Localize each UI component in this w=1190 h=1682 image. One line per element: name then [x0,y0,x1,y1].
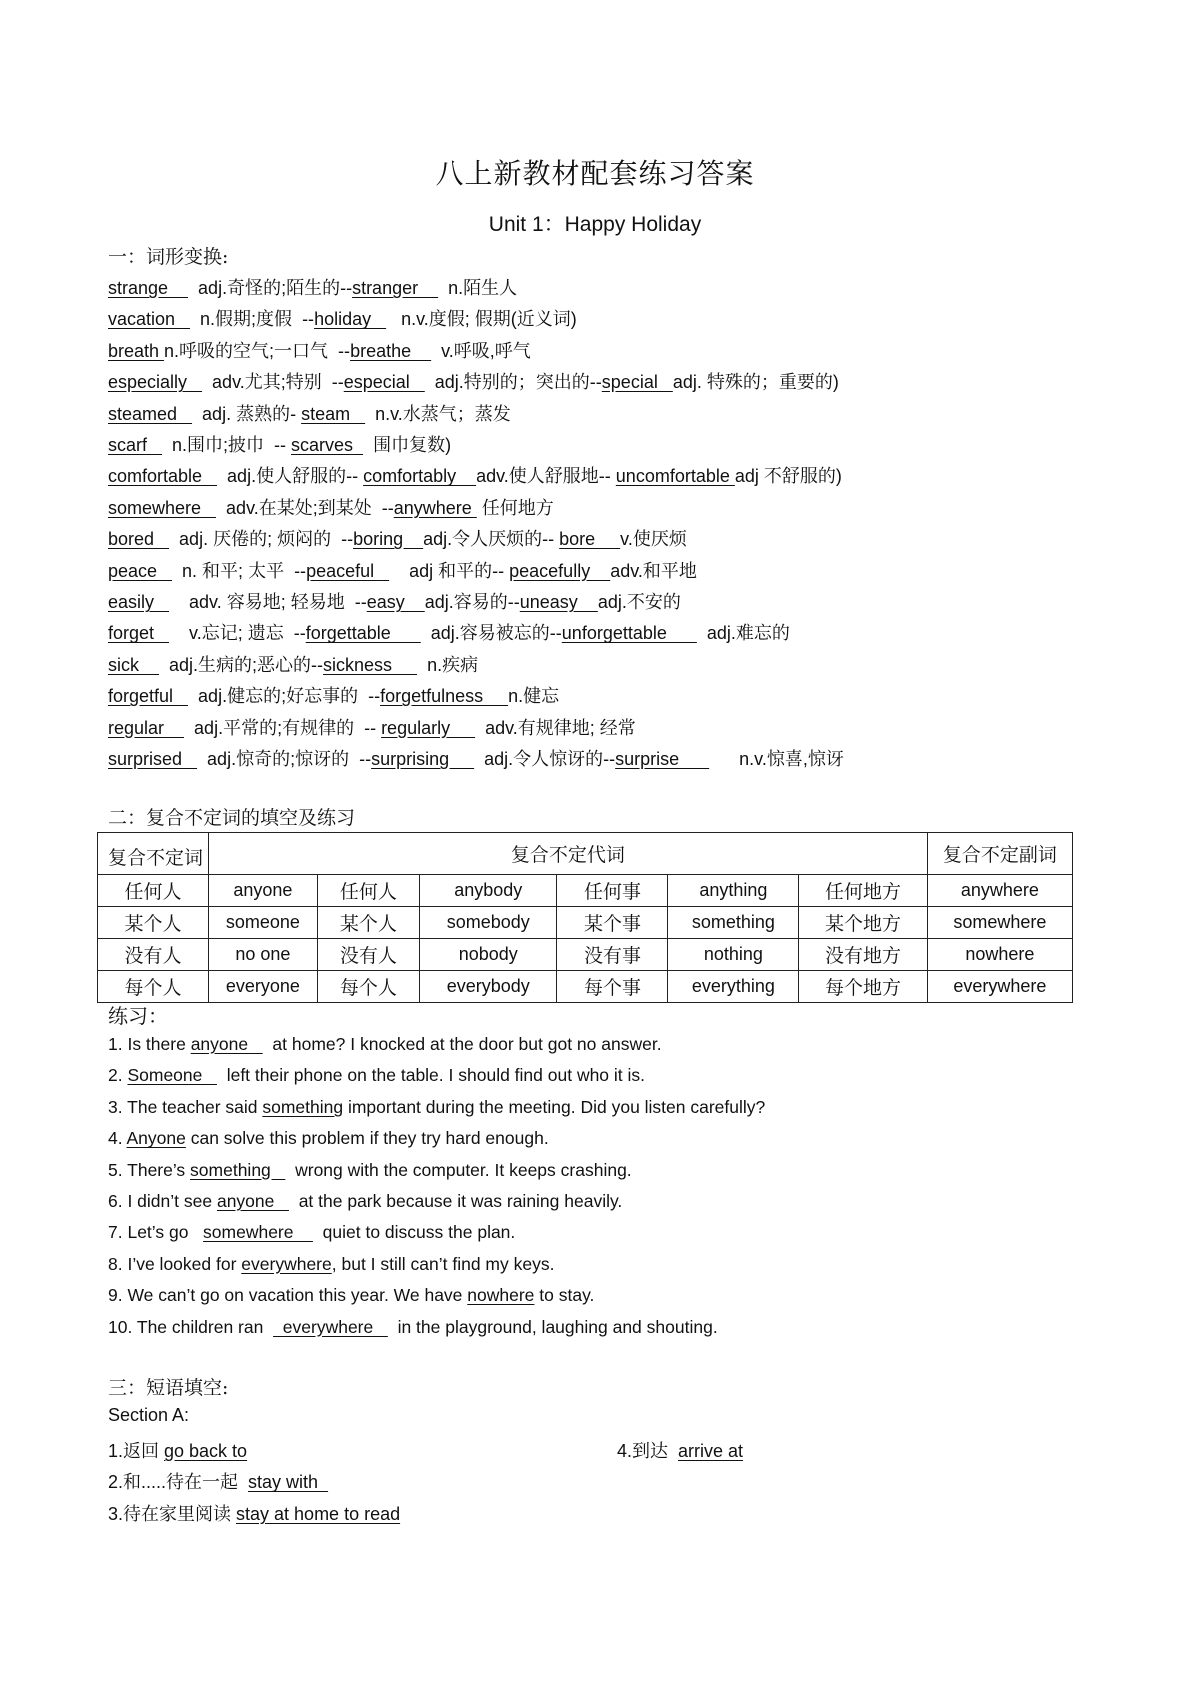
line-text: 2.和.....待在一起 [108,1472,249,1493]
line-text: can solve this problem if they try hard enough. [185,1128,549,1149]
line-text: to stay. [534,1285,595,1306]
line-text: adj.令人厌烦的-- [423,529,560,550]
line-text: adj.生病的;恶心的-- [159,654,324,675]
line-text: wrong with the computer. It keeps crashing. [285,1159,632,1180]
line-text: adj.难忘的 [696,623,790,644]
section-2-heading: 二：复合不定词的填空及练习 [108,807,356,829]
line-text: in the playground, laughing and shouting. [387,1316,718,1337]
table-cell: 任何事 [557,875,668,907]
answer-blank: strange [108,278,189,298]
text-line [108,651,478,677]
text-line [108,368,839,394]
page-title: 八上新教材配套练习答案 [435,157,755,190]
line-text: adj 和平的-- [389,560,510,581]
line-text: 2. [108,1065,128,1086]
table-cell: 每个地方 [799,971,928,1003]
table-cell: anything [668,875,799,907]
table-cell: everywhere [927,971,1072,1003]
text-line [108,462,842,488]
answer-blank: comfortable [108,466,218,487]
text-line [108,494,554,520]
table-row-head: 复合不定词 [98,833,209,875]
practice-heading: 练习： [108,1004,168,1028]
table-cell: someone [209,907,318,939]
answer-blank: regularly [381,717,476,738]
line-text: n.v.度假; 假期(近义词) [386,309,577,330]
text-line [108,1468,328,1494]
line-text: 3.待在家里阅读 [108,1503,237,1524]
section-3-heading: 三：短语填空: [108,1377,229,1399]
answer-blank: comfortably [363,466,477,487]
table-body [98,875,1073,1003]
answer-blank: surprise [615,749,710,769]
text-line [108,400,511,426]
table-cell: 某个地方 [799,907,928,939]
line-text: n.疾病 [417,654,479,675]
line-text: important during the meeting. Did you listen carefully? [343,1096,766,1117]
text-line [108,1065,645,1086]
line-text: adj.使人舒服的-- [217,466,364,487]
answer-blank: stay with [248,1472,329,1493]
line-text: adj.特别的；突出的-- [424,372,602,393]
table-cell: nothing [668,939,799,971]
line-text: adv.和平地 [610,560,697,581]
line-text: n.v.惊喜,惊讶 [709,749,844,769]
table-cell: 某个人 [317,907,419,939]
table-cell: 没有人 [98,939,209,971]
text-line [108,619,790,645]
line-text: adj 不舒服的) [734,466,842,487]
table-cell: 任何人 [98,875,209,907]
group-header-pronoun: 复合不定代词 [209,833,928,875]
text-line [108,1500,400,1526]
table-cell: somebody [420,907,557,939]
line-text: adv. 容易地; 轻易地 -- [169,592,367,612]
line-text: n.陌生人 [438,278,518,298]
answer-blank: go back to [164,1441,248,1461]
line-text: at the park because it was raining heavily. [288,1191,623,1211]
answer-blank: stranger [352,278,439,298]
line-text: adj.平常的;有规律的 -- [184,717,382,738]
answer-blank: anywhere [393,497,477,518]
table-row [98,939,1073,971]
text-line [108,274,517,300]
text-line [108,337,531,363]
line-text: , but I still can’t find my keys. [331,1253,555,1274]
text-line [108,1097,765,1118]
answer-blank: Someone [127,1065,217,1086]
line-text: 3. The teacher said [108,1096,263,1117]
text-line [108,1191,622,1212]
line-text: adj. 蒸熟的- [192,403,302,424]
text-line [108,1160,632,1181]
line-text: quiet to discuss the plan. [312,1222,516,1243]
text-line [108,1222,515,1243]
text-line [108,1254,554,1275]
table-cell: everybody [420,971,557,1003]
line-text: 任何地方 [476,497,554,518]
line-text: adj. 厌倦的; 烦闷的 -- [169,529,354,550]
answer-blank: surprising [371,749,475,769]
text-line [108,431,451,457]
text-line [108,305,577,331]
answer-blank: uneasy [519,592,598,612]
table-cell: nobody [420,939,557,971]
answer-blank: somewhere [108,497,217,518]
answer-blank: breathe [350,340,432,361]
answer-blank: steamed [108,403,193,424]
line-text: adj.不安的 [597,592,681,612]
table-cell: no one [209,939,318,971]
line-text: left their phone on the table. I should find out who it is. [216,1065,646,1086]
answer-blank: bore [559,529,621,550]
line-text: at home? I knocked at the door but got no answer. [262,1034,662,1054]
answer-blank: especially [108,372,203,393]
line-text: adj.令人惊讶的-- [474,749,616,769]
section-1-heading: 一：词形变换: [108,246,229,268]
answer-blank: anyone [190,1034,263,1054]
answer-blank: unforgettable [561,623,697,644]
line-text: adv.有规律地; 经常 [475,717,636,738]
answer-blank: forgettable [305,623,421,644]
line-text: 4. [108,1128,127,1149]
line-text: 5. There’s [108,1159,191,1180]
answer-blank: peacefully [509,560,611,581]
table-cell: 某个人 [98,907,209,939]
line-text: 6. I didn’t see [108,1191,217,1211]
table-cell: 每个人 [98,971,209,1003]
answer-blank: uncomfortable [615,466,735,487]
table-cell: 任何地方 [799,875,928,907]
line-text: n.健忘 [508,686,560,707]
table-cell: 每个人 [317,971,419,1003]
line-text: 1. Is there [108,1034,191,1054]
line-text: n. 和平; 太平 -- [172,560,307,581]
line-text: n.呼吸的空气;一口气 -- [164,340,351,361]
answer-blank: scarf [108,435,163,455]
answer-blank: holiday [314,309,387,330]
answer-blank: anyone [216,1191,289,1211]
indefinite-words-table [97,832,1073,1003]
group-header-adverb: 复合不定副词 [927,833,1072,875]
table-cell: 某个事 [557,907,668,939]
answer-blank: nowhere [467,1285,535,1306]
line-text: 7. Let’s go [108,1222,204,1243]
line-text: v.呼吸,呼气 [431,340,531,361]
answer-blank: forgetful [108,686,189,707]
line-text: 围巾复数) [363,435,452,455]
answer-blank: sickness [323,654,418,675]
text-line [108,1034,662,1055]
answer-blank: vacation [108,309,191,330]
unit-subtitle: Unit 1：Happy Holiday [488,213,702,236]
answer-blank: everywhere [241,1253,332,1274]
text-line [108,557,697,583]
answer-blank: somewhere [203,1222,313,1243]
table-cell: anyone [209,875,318,907]
table-cell: 没有地方 [799,939,928,971]
answer-blank: everywhere [273,1316,388,1337]
table-row [98,971,1073,1003]
table-cell: anywhere [927,875,1072,907]
answer-blank: peaceful [306,560,390,581]
text-line [108,1128,549,1149]
table-cell: 任何人 [317,875,419,907]
table-cell: 没有人 [317,939,419,971]
line-text: v.使厌烦 [620,529,687,550]
line-text: 1.返回 [108,1441,165,1461]
answer-blank: special [601,372,673,393]
answer-blank: easily [108,592,170,612]
answer-blank: peace [108,560,173,581]
answer-blank: sick [108,654,160,675]
table-row [98,875,1073,907]
line-text: adv.在某处;到某处 -- [216,497,394,518]
line-text: adv.尤其;特别 -- [202,372,344,393]
answer-blank: something [262,1096,344,1117]
table-cell: somewhere [927,907,1072,939]
answer-blank: steam [301,403,366,424]
table-cell: everyone [209,971,318,1003]
line-text: 4.到达 [617,1441,679,1461]
table-row [98,907,1073,939]
line-text: adj.惊奇的;惊讶的 -- [197,749,372,769]
table-cell: everything [668,971,799,1003]
answer-blank: Anyone [126,1128,186,1149]
answer-blank: scarves [291,435,364,455]
table-cell: anybody [420,875,557,907]
line-text: n.v.水蒸气；蒸发 [365,403,511,424]
answer-blank: bored [108,529,170,550]
answer-blank: forgetfulness [380,686,509,707]
answer-blank: forget [108,623,170,644]
answer-blank: regular [108,717,185,738]
text-line [108,588,681,614]
table-cell: 每个事 [557,971,668,1003]
line-text: adv.使人舒服地-- [476,466,616,487]
table-cell: something [668,907,799,939]
line-text: adj.健忘的;好忘事的 -- [188,686,381,707]
text-line [108,682,559,708]
line-text: n.围巾;披巾 -- [162,435,292,455]
table-cell: nowhere [927,939,1072,971]
answer-blank: breath [108,340,165,361]
line-text: adj.容易被忘的-- [420,623,562,644]
line-text: adj.容易的-- [424,592,520,612]
line-text: adj.奇怪的;陌生的-- [188,278,353,298]
text-line [108,1437,247,1463]
text-line [108,745,844,771]
line-text: adj. 特殊的；重要的) [672,372,839,393]
answer-blank: easy [366,592,425,612]
line-text: 8. I’ve looked for [108,1253,242,1274]
text-line [108,525,687,551]
answer-blank: surprised [108,749,198,769]
line-text: 10. The children ran [108,1316,274,1337]
answer-blank: stay at home to read [236,1503,401,1524]
answer-blank: something [190,1159,286,1180]
line-text: v.忘记; 遗忘 -- [169,623,306,644]
line-text: n.假期;度假 -- [190,309,315,330]
text-line [108,1317,718,1338]
table-cell: 没有事 [557,939,668,971]
text-line [108,714,636,740]
text-line [617,1437,743,1463]
section-a-label: Section A: [108,1405,190,1425]
answer-blank: especial [343,372,425,393]
line-text: 9. We can’t go on vacation this year. We have [108,1285,468,1306]
answer-blank: boring [353,529,424,550]
text-line [108,1285,594,1306]
answer-blank: arrive at [678,1441,744,1461]
